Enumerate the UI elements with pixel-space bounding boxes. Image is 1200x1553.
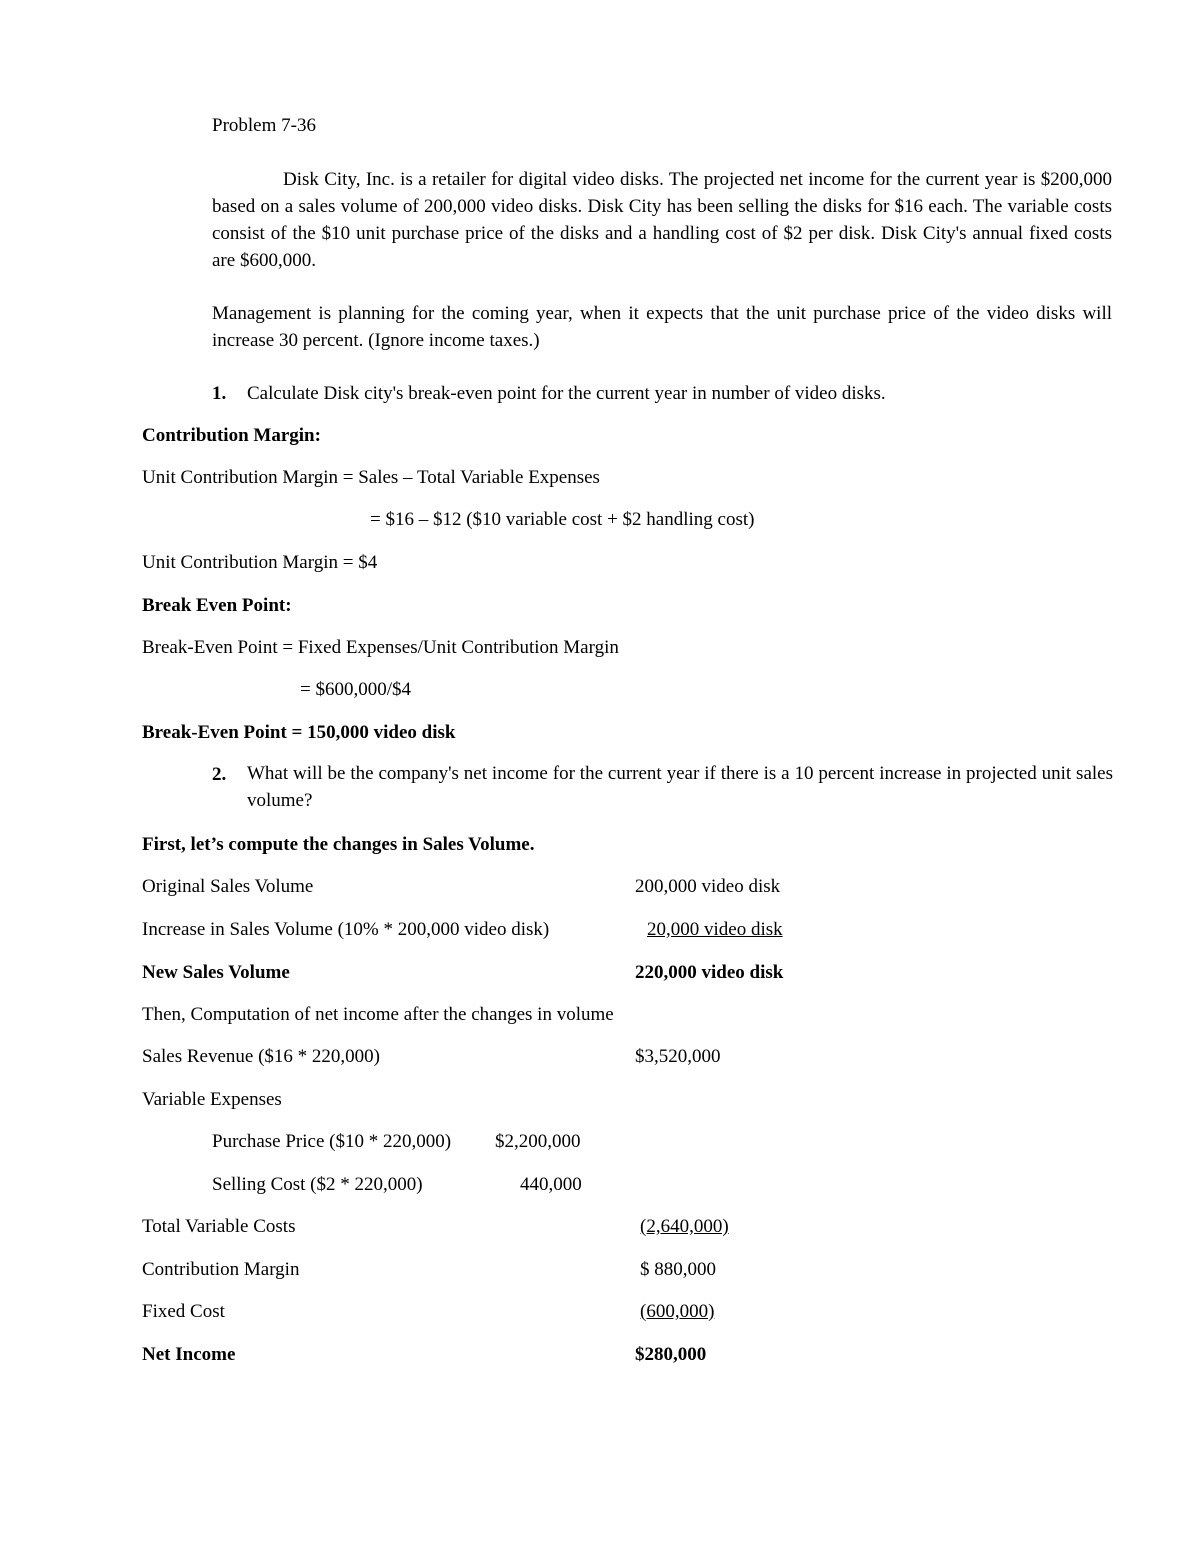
bep-calculation: = $600,000/$4: [300, 679, 411, 700]
sales-revenue-label: Sales Revenue ($16 * 220,000): [142, 1046, 380, 1067]
contribution-margin-heading: Contribution Margin:: [142, 425, 321, 446]
question-2-number: 2.: [212, 764, 227, 785]
contribution-margin-label: Contribution Margin: [142, 1259, 300, 1280]
volume-row-label: New Sales Volume: [142, 962, 290, 983]
volume-row-value: 20,000 video disk: [647, 919, 783, 940]
ucm-calculation: = $16 – $12 ($10 variable cost + $2 handling cost): [370, 509, 755, 530]
intro-paragraph-2: Management is planning for the coming year, when it expects that the unit purchase price of the video disks will increase 30 percent. (Ignore income taxes.): [212, 303, 1112, 351]
volume-row-value: 220,000 video disk: [635, 962, 784, 983]
fixed-cost-value: (600,000): [640, 1301, 715, 1322]
variable-expenses-label: Variable Expenses: [142, 1089, 282, 1110]
question-2-text: What will be the company's net income for the current year if there is a 10 percent increase in projected unit sales volume?: [247, 763, 1113, 811]
bep-result: Break-Even Point = 150,000 video disk: [142, 722, 456, 743]
purchase-price-label: Purchase Price ($10 * 220,000): [212, 1131, 452, 1152]
sales-revenue-value: $3,520,000: [635, 1046, 721, 1067]
ucm-result: Unit Contribution Margin = $4: [142, 552, 378, 573]
total-variable-costs-value: (2,640,000): [640, 1216, 729, 1237]
volume-row-value: 200,000 video disk: [635, 876, 781, 897]
bep-formula: Break-Even Point = Fixed Expenses/Unit Contribution Margin: [142, 637, 619, 658]
question-1-number: 1.: [212, 383, 227, 404]
net-income-value: $280,000: [635, 1344, 707, 1365]
contribution-margin-value: $ 880,000: [640, 1259, 716, 1280]
volume-row-label: Original Sales Volume: [142, 876, 314, 897]
fixed-cost-label: Fixed Cost: [142, 1301, 225, 1322]
question-1-text: Calculate Disk city's break-even point for the current year in number of video disks.: [247, 383, 886, 404]
selling-cost-value: 440,000: [520, 1174, 582, 1195]
purchase-price-value: $2,200,000: [495, 1131, 581, 1152]
problem-title: Problem 7-36: [212, 115, 316, 136]
volume-row-label: Increase in Sales Volume (10% * 200,000 video disk): [142, 919, 550, 940]
volume-heading: First, let’s compute the changes in Sales Volume.: [142, 834, 535, 855]
income-heading: Then, Computation of net income after the changes in volume: [142, 1004, 614, 1025]
intro-paragraph-1: Disk City, Inc. is a retailer for digital video disks. The projected net income for the current year is $200,000 based on a sales volume of 200,000 video disks. Disk City has been selling the disks for $16 each. The variable costs consist of the $10 unit purchase price of the disks and a handling cost of $2 per disk. Disk City's annual fixed costs are $600,000.: [212, 169, 1112, 271]
break-even-heading: Break Even Point:: [142, 595, 292, 616]
selling-cost-label: Selling Cost ($2 * 220,000): [212, 1174, 423, 1195]
ucm-formula: Unit Contribution Margin = Sales – Total Variable Expenses: [142, 467, 600, 488]
total-variable-costs-label: Total Variable Costs: [142, 1216, 296, 1237]
net-income-label: Net Income: [142, 1344, 236, 1365]
